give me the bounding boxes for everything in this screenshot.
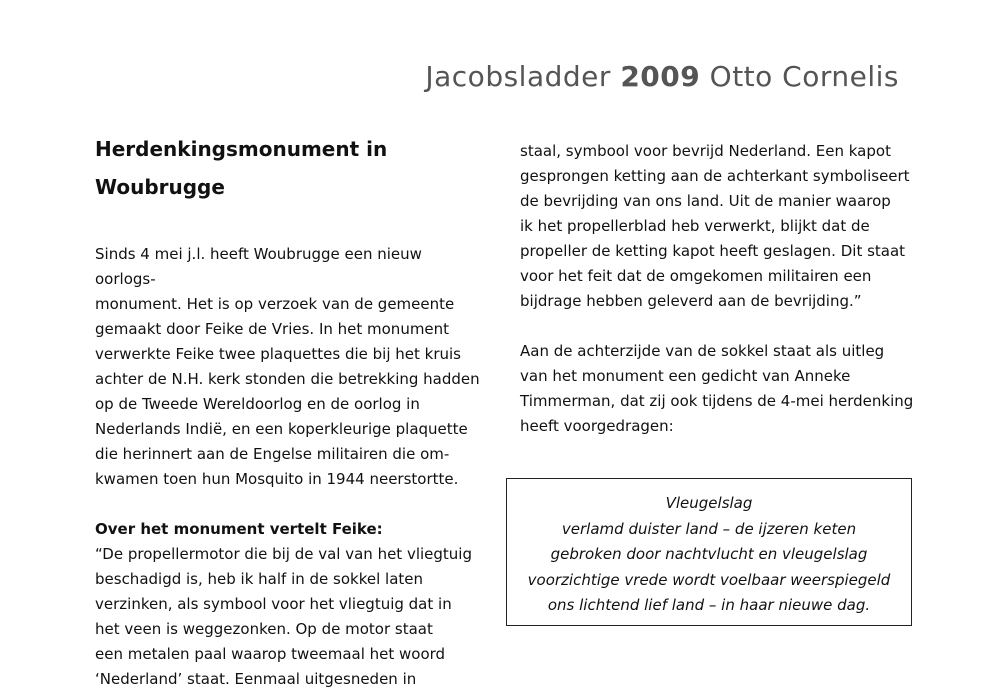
paragraph2-line: heeft voorgedragen: xyxy=(520,417,674,435)
poem-line: verlamd duister land – de ijzeren keten xyxy=(561,519,857,538)
quote-continued-line: ik het propellerblad heb verwerkt, blijkt dat de xyxy=(520,217,870,235)
paragraph1-line: Nederlands Indië, en een koperkleurige plaquette xyxy=(95,420,468,438)
paragraph1-line: achter de N.H. kerk stonden die betrekking hadden xyxy=(95,370,480,388)
page-header xyxy=(425,60,899,93)
article-title-line-1: Herdenkingsmonument in xyxy=(95,137,388,161)
poem-line: ons lichtend lief land – in haar nieuwe dag. xyxy=(547,596,871,614)
poem-box xyxy=(506,478,912,626)
header-author: Otto Cornelis xyxy=(700,60,899,93)
quote-line: ‘Nederland’ staat. Eenmaal uitgesneden in xyxy=(95,670,417,688)
paragraph2-line: van het monument een gedicht van Anneke xyxy=(520,367,851,385)
quote-continued-line: propeller de ketting kapot heeft geslagen. Dit staat xyxy=(520,242,906,260)
quote-line: beschadigd is, heb ik half in de sokkel laten xyxy=(95,570,424,588)
quote-continued-line: de bevrijding van ons land. Uit de manier waarop xyxy=(520,192,891,210)
quote-continued-line: gesprongen ketting aan de achterkant symboliseert xyxy=(520,167,910,185)
paragraph1-line: monument. Het is op verzoek van de gemeente xyxy=(95,295,455,313)
paragraph2-line: Timmerman, dat zij ook tijdens de 4-mei herdenking xyxy=(520,392,914,410)
paragraph1-line: Sinds 4 mei j.l. heeft Woubrugge een nieuw oorlogs- xyxy=(95,245,422,288)
header-series: Jacobsladder xyxy=(425,60,621,93)
article-title-line-2: Woubrugge xyxy=(95,175,225,199)
paragraph1-line: gemaakt door Feike de Vries. In het monument xyxy=(95,320,450,338)
quote-continued-line: staal, symbool voor bevrijd Nederland. Een kapot xyxy=(520,142,891,160)
quote-line: verzinken, als symbool voor het vliegtuig dat in xyxy=(95,595,452,613)
paragraph1-line: verwerkte Feike twee plaquettes die bij het kruis xyxy=(95,345,461,363)
quote-continued-line: bijdrage hebben geleverd aan de bevrijding.” xyxy=(520,292,862,310)
paragraph2-line: Aan de achterzijde van de sokkel staat als uitleg xyxy=(520,342,885,360)
quote-continued-line: voor het feit dat de omgekomen militairen een xyxy=(520,267,872,285)
poem-line: voorzichtige vrede wordt voelbaar weerspiegeld xyxy=(527,570,891,589)
left-column xyxy=(95,130,485,692)
poem-title: Vleugelslag xyxy=(665,494,753,512)
right-column xyxy=(520,139,915,439)
quote-line: “De propellermotor die bij de val van het vliegtuig xyxy=(95,545,472,563)
paragraph1-line: op de Tweede Wereldoorlog en de oorlog in xyxy=(95,395,420,413)
poem-line: gebroken door nachtvlucht en vleugelslag xyxy=(550,545,868,563)
header-year: 2009 xyxy=(620,60,701,93)
quote-line: het veen is weggezonken. Op de motor staat xyxy=(95,620,433,638)
quote-subheading: Over het monument vertelt Feike: xyxy=(95,520,383,538)
paragraph1-line: kwamen toen hun Mosquito in 1944 neerstortte. xyxy=(95,470,459,488)
quote-line: een metalen paal waarop tweemaal het woord xyxy=(95,645,446,663)
paragraph1-line: die herinnert aan de Engelse militairen die om- xyxy=(95,445,450,463)
